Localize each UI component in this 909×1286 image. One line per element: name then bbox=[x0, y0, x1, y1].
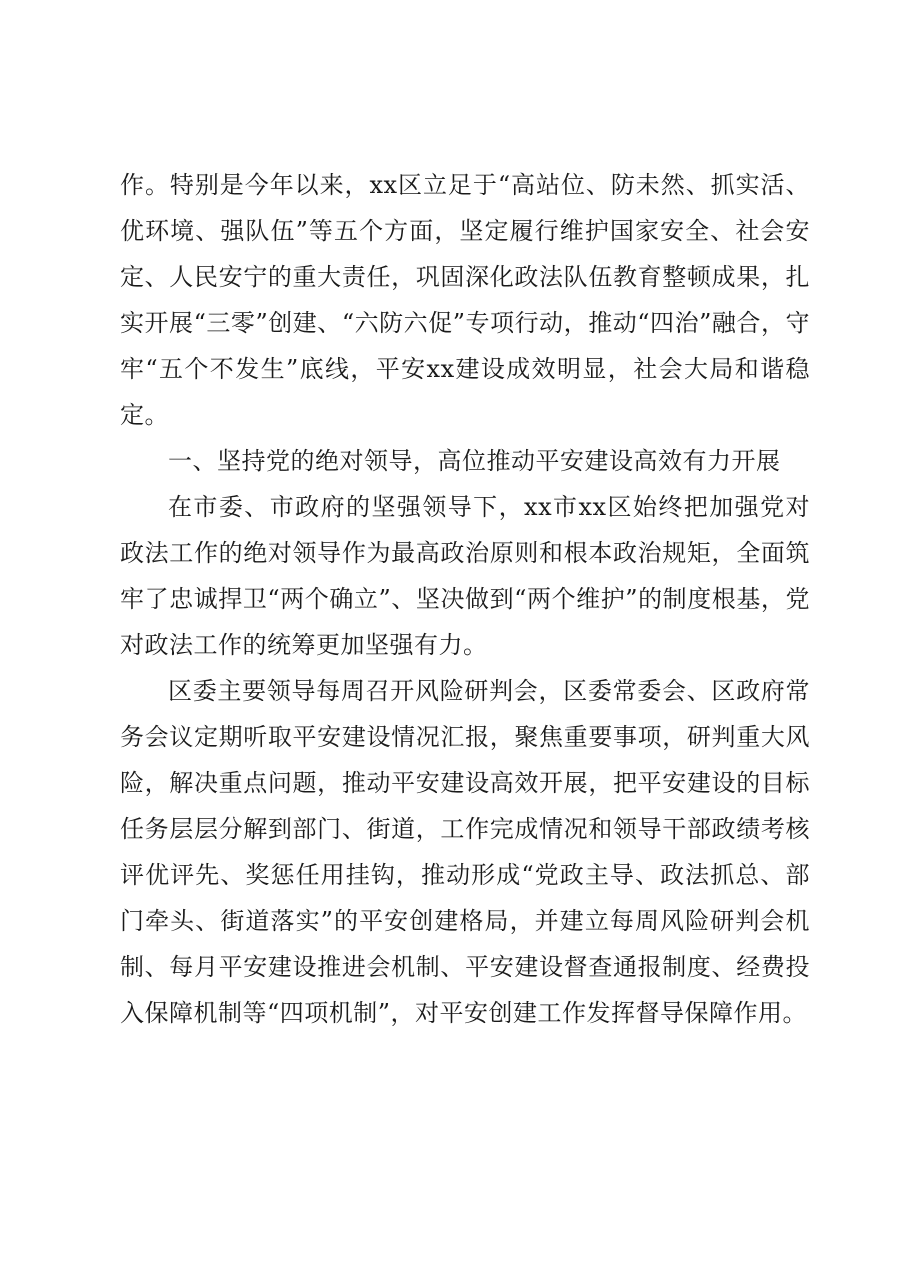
paragraph-risk-review: 区委主要领导每周召开风险研判会，区委常委会、区政府常务会议定期听取平安建设情况汇报，聚焦重要事项，研判重大风险，解决重点问题，推动平安建设高效开展，把平安建设的目标任务层层分解到部门、街道，工作完成情况和领导干部政绩考核评优评先、奖惩任用挂钩，推动形成“党政主导、政法抓总、部门牵头、街道落实”的平安创建格局，并建立每周风险研判会机制、每月平安建设推进会机制、平安建设督查通报制度、经费投入保障机制等“四项机制”，对平安创建工作发挥督导保障作用。 bbox=[120, 677, 810, 1027]
section-heading: 一、坚持党的绝对领导，高位推动平安建设高效有力开展 bbox=[168, 447, 781, 475]
paragraph-continuation: 作。特别是今年以来，xx区立足于“高站位、防未然、抓实活、优环境、强队伍”等五个方面，坚定履行维护国家安全、社会安定、人民安宁的重大责任，巩固深化政法队伍教育整顿成果，扎实开展“三零”创建、“六防六促”专项行动，推动“四治”融合，守牢“五个不发生”底线，平安xx建设成效明显，社会大局和谐稳定。 bbox=[120, 171, 810, 429]
paragraph-party-leadership: 在市委、市政府的坚强领导下，xx市xx区始终把加强党对政法工作的绝对领导作为最高政治原则和根本政治规矩，全面筑牢了忠诚捍卫“两个确立”、坚决做到“两个维护”的制度根基，党对政法工作的统筹更加坚强有力。 bbox=[120, 493, 810, 659]
document-body bbox=[120, 162, 810, 1036]
